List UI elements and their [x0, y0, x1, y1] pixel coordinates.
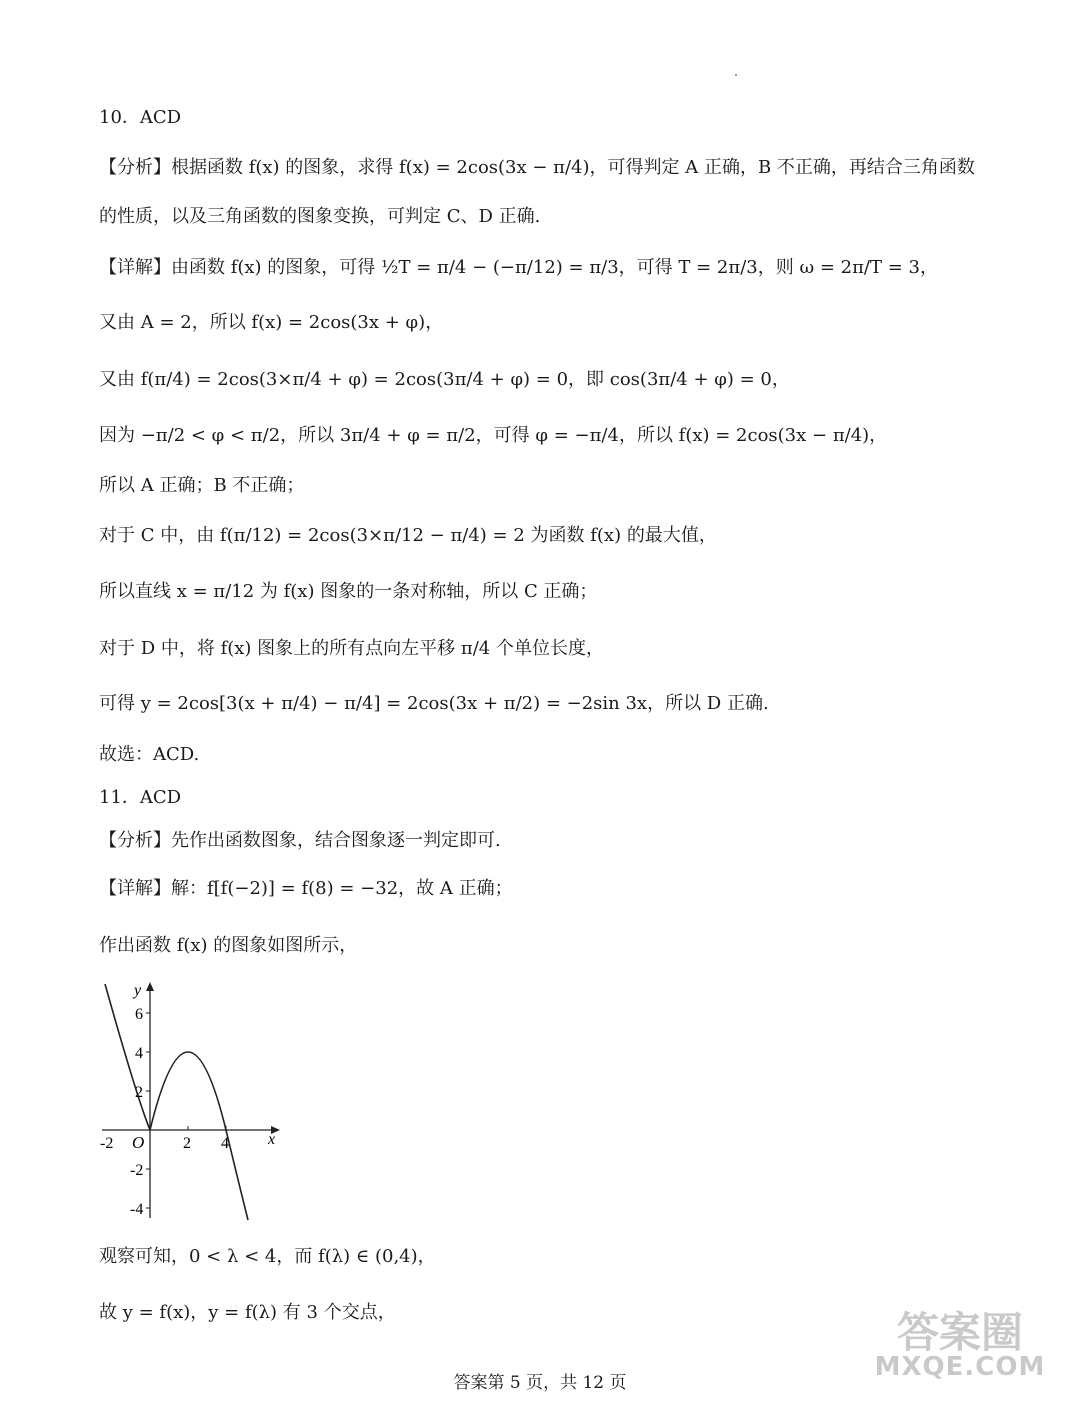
- q10-detail-line-7: 所以直线 x = π/12 为 f(x) 图象的一条对称轴，所以 C 正确；: [99, 581, 598, 602]
- page-footer: 答案第 5 页，共 12 页: [453, 1373, 627, 1393]
- q10-analysis-line-2: 的性质，以及三角函数的图象变换，可判定 C、D 正确.: [99, 206, 541, 227]
- q10-analysis-line-1: 【分析】根据函数 f(x) 的图象，求得 f(x) = 2cos(3x − π/4)，可得判定 A 正确，B 不正确，再结合三角函数: [99, 157, 975, 178]
- question-10-answer: 10．ACD: [99, 107, 182, 128]
- x-axis-label: x: [268, 1131, 276, 1148]
- watermark-url: MXQE.COM: [874, 1352, 1046, 1382]
- function-graph: [92, 978, 292, 1228]
- q10-detail-line-4: 因为 −π/2 < φ < π/2，所以 3π/4 + φ = π/2，可得 φ = −π/4，所以 f(x) = 2cos(3x − π/4)，: [99, 425, 888, 446]
- q11-analysis: 【分析】先作出函数图象，结合图象逐一判定即可.: [99, 830, 501, 851]
- q11-detail-line-4: 故 y = f(x)，y = f(λ) 有 3 个交点，: [99, 1302, 396, 1323]
- q10-conclusion: 故选：ACD.: [99, 744, 200, 765]
- q10-detail-line-9: 可得 y = 2cos[3(x + π/4) − π/4] = 2cos(3x + π/2) = −2sin 3x，所以 D 正确.: [99, 693, 769, 714]
- stray-dot: [735, 74, 737, 76]
- parabola-curve: [150, 1052, 248, 1220]
- y-axis-arrow: [146, 982, 154, 991]
- q10-detail-line-1: 【详解】由函数 f(x) 的图象，可得 ½T = π/4 − (−π/12) = π/3，可得 T = 2π/3，则 ω = 2π/T = 3，: [99, 257, 938, 278]
- q11-detail-line-2: 作出函数 f(x) 的图象如图所示，: [99, 935, 358, 956]
- q10-detail-line-8: 对于 D 中，将 f(x) 图象上的所有点向左平移 π/4 个单位长度，: [99, 638, 604, 659]
- q10-detail-line-6: 对于 C 中，由 f(π/12) = 2cos(3×π/12 − π/4) = 2 为函数 f(x) 的最大值，: [99, 525, 717, 546]
- x-tick-label-2: 2: [183, 1135, 191, 1152]
- q10-detail-line-2: 又由 A = 2，所以 f(x) = 2cos(3x + φ)，: [99, 312, 444, 333]
- q11-detail-line-3: 观察可知，0 < λ < 4，而 f(λ) ∈ (0,4)，: [99, 1246, 436, 1267]
- q10-detail-line-5: 所以 A 正确；B 不正确；: [99, 475, 305, 496]
- y-tick-label-6: 6: [135, 1006, 143, 1023]
- y-tick-label-4: 4: [135, 1045, 143, 1062]
- y-axis-label: y: [134, 982, 142, 999]
- q10-detail-line-3: 又由 f(π/4) = 2cos(3×π/4 + φ) = 2cos(3π/4 + φ) = 0，即 cos(3π/4 + φ) = 0，: [99, 369, 790, 390]
- x-tick-label-4: 4: [221, 1135, 229, 1152]
- question-11-answer: 11．ACD: [99, 787, 182, 808]
- y-tick-label-neg2: -2: [130, 1162, 144, 1179]
- y-tick-label-2: 2: [135, 1084, 143, 1101]
- q11-detail-line-1: 【详解】解：f[f(−2)] = f(8) = −32，故 A 正确；: [99, 878, 513, 899]
- origin-label: O: [132, 1133, 145, 1152]
- y-tick-label-neg4: -4: [130, 1201, 144, 1218]
- watermark-text: 答案圈: [896, 1308, 1023, 1357]
- x-tick-label-neg2: -2: [100, 1135, 114, 1152]
- left-branch-curve: [105, 984, 150, 1130]
